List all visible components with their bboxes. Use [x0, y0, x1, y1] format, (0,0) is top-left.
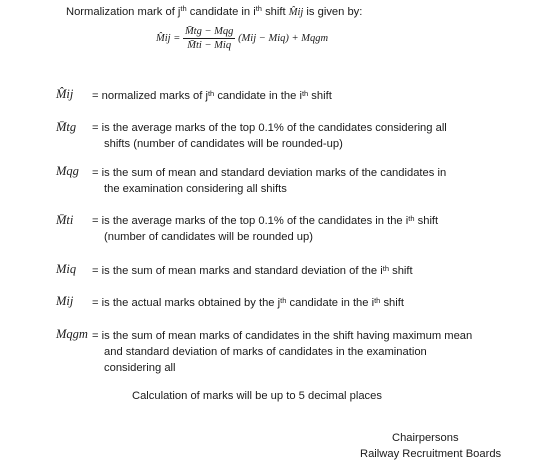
intro-line — [66, 6, 362, 18]
formula-fraction — [183, 26, 236, 51]
definition-line: = is the sum of mean marks of candidates in the shift having maximum mean — [92, 330, 473, 342]
definition-text: = is the sum of mean marks and standard deviation of the i — [92, 265, 383, 277]
signature-title: Chairpersons — [392, 432, 459, 444]
definition-text: = normalized marks of j — [92, 90, 208, 102]
intro-text-c: shift — [261, 6, 289, 18]
formula-numerator: M̄tg − Mqg — [184, 26, 234, 37]
symbol-m-qgm: Mqgm — [56, 327, 88, 341]
definition-m-qgm — [92, 328, 472, 376]
definition-text: shift — [414, 215, 439, 227]
formula-tail: (Mij − Miq) + Mqgm — [238, 33, 329, 44]
definition-sup: th — [280, 296, 287, 305]
definition-text: = is the actual marks obtained by the j — [92, 297, 281, 309]
definition-m-iq — [92, 263, 413, 279]
definition-text: shift — [308, 90, 332, 102]
definition-line: = is the sum of mean and standard deviation marks of the candidates in — [92, 167, 447, 179]
intro-text-d: is given by: — [303, 6, 363, 18]
formula-lhs: M̂ij — [156, 33, 171, 44]
symbol-m-qg: Mqg — [56, 164, 79, 178]
definition-text: = is the average marks of the top 0.1% of the candidates in the i — [92, 215, 409, 227]
intro-text-b: candidate in i — [186, 6, 256, 18]
definition-text: candidate in the i — [214, 90, 302, 102]
intro-symbol: M̂ij — [288, 7, 304, 18]
formula-denominator: M̄ti − Miq — [187, 40, 232, 51]
definition-line: shifts (number of candidates will be rounded-up) — [104, 138, 343, 150]
intro-sup-a: th — [180, 4, 187, 13]
definition-mbar-ti — [92, 213, 438, 245]
footer-note: Calculation of marks will be up to 5 decimal places — [132, 390, 382, 402]
definition-line — [92, 213, 438, 229]
intro-text-a: Normalization mark of j — [66, 6, 181, 18]
symbol-mbar-tg: M̄tg — [56, 120, 77, 134]
intro-sup-b: th — [255, 4, 262, 13]
definition-mhat-ij — [92, 88, 332, 104]
symbol-m-iq: Miq — [56, 262, 77, 276]
definition-sup: th — [374, 296, 381, 305]
symbol-m-ij: Mij — [56, 294, 74, 308]
definition-m-ij — [92, 295, 404, 311]
definition-line: the examination considering all shifts — [104, 183, 287, 195]
symbol-mhat-ij: M̂ij — [56, 87, 74, 101]
definition-line: considering all — [104, 362, 176, 374]
definition-text: shift — [380, 297, 404, 309]
definition-sup: th — [207, 89, 215, 98]
definition-sup: th — [382, 264, 389, 273]
definition-sup: th — [408, 214, 415, 223]
definition-sup: th — [301, 89, 309, 98]
definition-text: candidate in the i — [286, 297, 375, 309]
definition-line: (number of candidates will be rounded up) — [104, 231, 313, 243]
normalization-formula: M̂ij = $\frac{\text{M̄tg − Mqg}}{\text{M̄ti − Miq}}$ (Mij − Miq) + Mqgm — [156, 26, 329, 51]
symbol-mbar-ti: M̄ti — [56, 213, 74, 227]
definition-line: and standard deviation of marks of candidates in the examination — [104, 346, 427, 358]
definition-m-qg — [92, 165, 446, 197]
definition-text: shift — [389, 265, 413, 277]
definition-line: = is the average marks of the top 0.1% of the candidates considering all — [92, 122, 447, 134]
signature-org: Railway Recruitment Boards — [360, 448, 502, 460]
definition-mbar-tg — [92, 120, 447, 152]
